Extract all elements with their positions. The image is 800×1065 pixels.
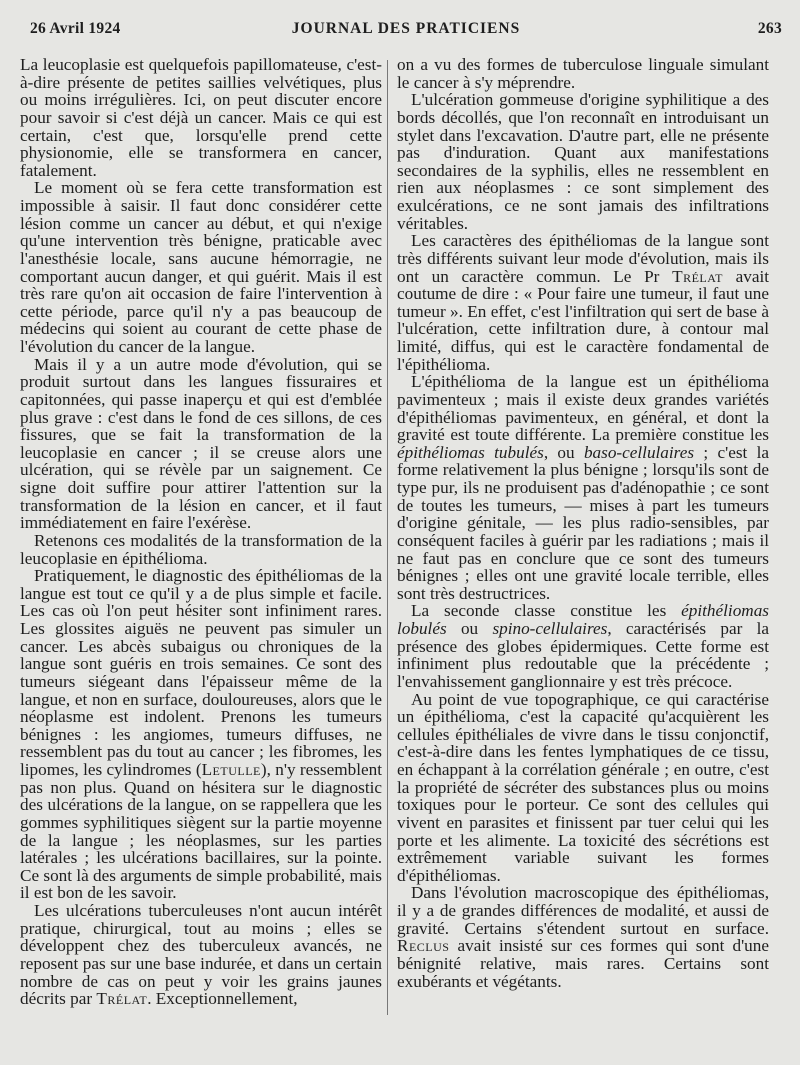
text-run: Les caractères des épithéliomas de la langue sont très différents suivant leur mode d'évolution, mais ils ont un caractère commun. Le Pr [397,231,769,286]
text-run: Pratiquement, le diagnostic des épithéliomas de la langue est tout ce qu'il y a de plus simple et facile. Les cas où l'on peut hésiter sont infiniment rares. Les glossites aiguës ne peuvent pas simuler un cancer. Les abcès subaigus ou chroniques de la langue sont guéris en trois semaines. Ce sont des tumeurs siégeant dans l'épaisseur même de la langue, et non en surface, douloureuses, alors que le néoplasme est indolent. Prenons les tumeurs bénignes : les angiomes, tumeurs diffuses, ne ressemblent pas du tout au cancer ; les fibromes, les lipomes, les cylindromes ( [20,566,382,779]
author-name: Letulle [201,760,261,779]
paragraph: La leucoplasie est quelquefois papillomateuse, c'est-à-dire présente de petites saillies velvétiques, plus ou moins irrégulières. Ici, on peut discuter encore pour savoir si c'est déjà un cancer. Mais ce qui est certain, c'est que, lorsqu'elle prend cette physionomie, elle se transformera en cancer, fatalement. [20,55,382,180]
text-run: ), n'y ressemblent pas non plus. Quand on hésitera sur le diagnostic des ulcérations de la langue, on se rappellera que les gommes syphilitiques siègent sur la partie moyenne de la langue ; les néoplasmes, sur les parties latérales ; les ulcérations bacillaires, sur la pointe. Ce sont là des arguments de simple probabilité, mais il est bon de les savoir. [20,760,382,903]
paragraph [20,902,382,1008]
italic-term: baso-cellulaires [583,442,695,462]
paragraph [397,602,769,690]
italic-term: épithéliomas lobulés [397,601,769,638]
paragraph: L'ulcération gommeuse d'origine syphilitique a des bords décollés, que l'on reconnaît en introduisant un stylet dans l'excavation. D'autre part, elle ne présente pas d'induration. Quant aux manifestations secondaires de la syphilis, elles ne ressemblent en rien aux néoplasmes : ce sont simplement des exulcérations, ce ne sont jamais des infiltrations véritables. [397,90,769,233]
text-run: Les ulcérations tuberculeuses n'ont aucun intérêt pratique, chirurgical, tout au moins ; elles se développent chez des tuberculeux avancés, ne reposent pas sur une base indurée, et dans un certain nombre de cas on peut y voir les grains jaunes décrits par [20,901,382,1009]
paragraph: Retenons ces modalités de la transformation de la leucoplasie en épithélioma. [20,530,382,568]
text-run: . Exceptionnellement, [147,989,298,1009]
text-run: , ou [543,442,584,462]
text-run: L'épithélioma de la langue est un épithélioma pavimenteux ; mais il existe deux grandes variétés d'épithéliomas pavimenteux, en général, et dont la gravité est toute différente. La première constitue les [397,372,769,445]
text-run: La seconde classe constitue les [411,601,682,621]
text-run: avait insisté sur ces formes qui sont d'une bénignité relative, mais rares. Certains sont exubérants et végétants. [397,936,769,991]
paragraph [20,567,382,902]
author-name: Trélat [96,989,148,1009]
text-run: avait coutume de dire : « Pour faire une tumeur, il faut une tumeur ». En effet, c'est l'infiltration qui sert de base à l'ulcération, cette infiltration dure, à contour mal limité, diffus, qui est le caractère fondamental de l'épithélioma. [397,266,770,374]
running-header [30,20,782,42]
paragraph: Le moment où se fera cette transformation est impossible à saisir. Il faut donc considérer cette lésion comme un cancer au début, et qui n'exige qu'une intervention très bénigne, praticable avec l'anesthésie locale, sans aucune hémorragie, ne comportant aucun danger, et qui guérit. Mais il est très rare qu'on ait occasion de faire l'intervention à cette période, parce qu'il n'y a pas beaucoup de médecins qui soient au courant de cette phase de l'évolution du cancer de la langue. [20,178,382,356]
right-column [397,56,769,990]
text-run: ou [446,619,493,638]
header-date: 26 Avril 1924 [30,20,121,37]
paragraph: on a vu des formes de tuberculose linguale simulant le cancer à s'y méprendre. [397,55,769,92]
paragraph [397,373,769,602]
text-run: ; c'est la forme relativement la plus bénigne ; lorsqu'ils sont de type pur, ils ne produisent pas d'adénopathie ; ce sont de toutes les tumeurs, — mises à part les tumeurs d'origine génitale, — les plus radio-sensibles, par conséquent faciles à guérir par les radiations ; mais il ne faut pas en conclure que ce sont des tumeurs bénignes ; elles ont une gravité locale terrible, elles sont très destructrices. [397,442,770,603]
italic-term: épithéliomas tubulés [397,442,544,462]
text-run: , caractérisés par la présence des globes épidermiques. Cette forme est infiniment plus redoutable que la précédente ; l'envahissement ganglionnaire y est très précoce. [397,619,770,691]
italic-term: spino-cellulaires [492,619,608,638]
text-run: Dans l'évolution macroscopique des épithéliomas, il y a de grandes différences de modalité, et aussi de gravité. Certains s'étendent surtout en surface. [397,883,769,938]
paragraph [397,884,769,990]
paragraph: Au point de vue topographique, ce qui caractérise un épithélioma, c'est la capacité qu'acquièrent les cellules épithéliales de vivre dans le tissu conjonctif, c'est-à-dire dans les fentes lymphatiques de ce tissu, en échappant à la corrélation générale ; en outre, c'est la propriété de sécréter des substances plus ou moins toxiques pour le porteur. Ce sont des cellules qui vivent en parasites et finissent par tuer celui qui les porte et les alimente. La toxicité des sécrétions est extrêmement variable suivant les formes d'épithéliomas. [397,689,769,885]
page-number: 263 [757,20,782,37]
paragraph [397,232,769,373]
column-divider [387,60,388,1015]
author-name: Reclus [397,936,450,956]
journal-title: JOURNAL DES PRATICIENS [291,20,521,37]
paragraph: Mais il y a un autre mode d'évolution, qui se produit surtout dans les langues fissuraires et capitonnées, qui passe inaperçu et qui est d'emblée plus grave : c'est dans le fond de ces sillons, de ces fissures, que se fait la transformation de la leucoplasie en cancer ; il se creuse alors une ulcération, qui se révèle par un saignement. Ce signe doit suffire pour attirer l'attention sur la transformation de la lésion en cancer, et il faut immédiatement en faire l'exérèse. [20,354,382,533]
left-column [20,56,382,1008]
author-name: Trélat [672,266,723,286]
